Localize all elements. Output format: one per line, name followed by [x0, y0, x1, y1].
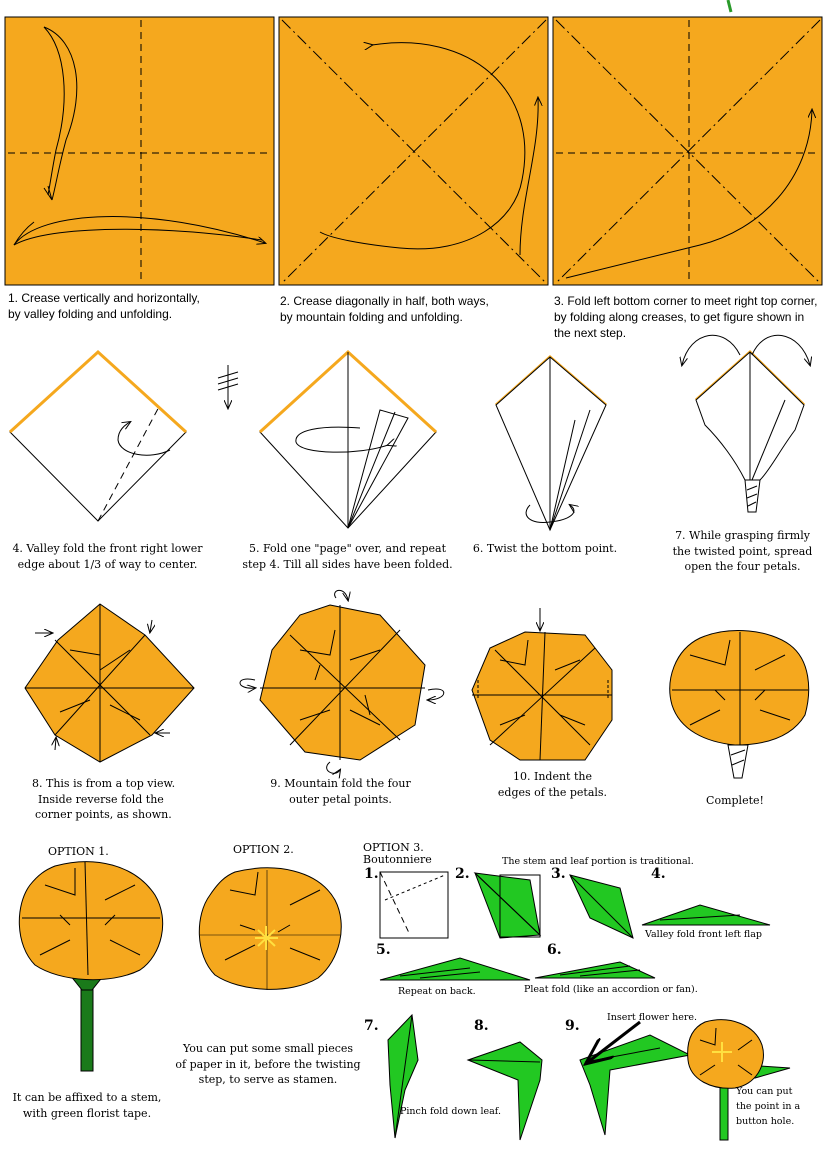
opt3-end-label: You can put the point in a button hole. — [736, 1086, 801, 1127]
complete-caption: Complete! — [706, 794, 764, 807]
option1-text: It can be affixed to a stem, with green florist tape. — [12, 1091, 162, 1120]
opt3-num-2: 2. — [455, 866, 470, 882]
opt3-num-3: 3. — [551, 866, 566, 882]
step10-caption: 10. Indent the edges of the petals. — [497, 770, 608, 799]
stamen-icon — [255, 926, 278, 950]
opt3-step9-leaf — [580, 1022, 690, 1135]
step6-caption: 6. Twist the bottom point. — [472, 542, 618, 555]
opt3-num-4: 4. — [651, 866, 666, 882]
step7-caption: 7. While grasping firmly the twisted point, spread open the four petals. — [672, 529, 813, 573]
opt3-step4-label: Valley fold front left flap — [645, 929, 762, 940]
step1-caption: 1. Crease vertically and horizontally, by valley folding and unfolding. — [8, 291, 200, 321]
opt3-step7-leaf — [388, 1015, 418, 1138]
step3-square — [553, 0, 822, 285]
opt3-num-7: 7. — [364, 1018, 379, 1034]
opt3-step5-leaf — [380, 958, 530, 980]
opt3-step5-label: Repeat on back. — [398, 986, 476, 997]
opt3-step2-leaf — [475, 873, 540, 938]
step2-caption: 2. Crease diagonally in half, both ways, by mountain folding and unfolding. — [280, 294, 489, 324]
option3-note: The stem and leaf portion is traditional. — [502, 856, 694, 867]
opt3-num-9: 9. — [565, 1018, 580, 1034]
step5-caption: 5. Fold one "page" over, and repeat step 4. Till all sides have been folded. — [242, 542, 453, 571]
opt3-num-6: 6. — [547, 942, 562, 958]
step9-caption: 9. Mountain fold the four outer petal points. — [270, 777, 411, 806]
step8-caption: 8. This is from a top view. Inside reverse fold the corner points, as shown. — [32, 777, 176, 821]
complete-flower — [670, 631, 809, 778]
step5-figure — [260, 352, 436, 528]
step3-caption: 3. Fold left bottom corner to meet right top corner, by folding along creases, to get figure shown in the next step. — [554, 294, 818, 340]
option3-title: OPTION 3. Boutonniere — [363, 841, 432, 866]
step7-figure — [682, 335, 810, 512]
turn-over-arrow-icon — [218, 365, 238, 408]
option2-flower — [199, 868, 341, 990]
opt3-step3-leaf — [570, 875, 633, 938]
opt3-step8-leaf — [468, 1042, 542, 1140]
opt3-step4-leaf — [642, 905, 770, 925]
opt3-step6-leaf — [535, 962, 655, 978]
option2-title: OPTION 2. — [233, 843, 294, 856]
step8-figure — [25, 604, 194, 762]
opt3-num-5: 5. — [376, 942, 391, 958]
opt3-num-1: 1. — [364, 866, 379, 882]
option2-text: You can put some small pieces of paper in it, before the twisting step, to serve as stamen. — [175, 1042, 361, 1086]
step9-figure — [240, 590, 444, 773]
opt3-step9-label: Insert flower here. — [607, 1012, 698, 1023]
opt3-step7-label: Pinch fold down leaf. — [400, 1106, 501, 1117]
step4-figure — [10, 352, 186, 521]
opt3-step6-label: Pleat fold (like an accordion or fan). — [524, 984, 698, 995]
opt3-step1-square — [380, 872, 448, 938]
step10-figure — [472, 608, 612, 760]
option1-title: OPTION 1. — [48, 845, 109, 858]
step2-square — [279, 17, 548, 285]
step6-figure — [496, 357, 606, 530]
step4-caption: 4. Valley fold the front right lower edge about 1/3 of way to center. — [12, 542, 203, 571]
option1-flower — [19, 862, 162, 1071]
step1-square — [5, 17, 274, 285]
opt3-num-8: 8. — [474, 1018, 489, 1034]
